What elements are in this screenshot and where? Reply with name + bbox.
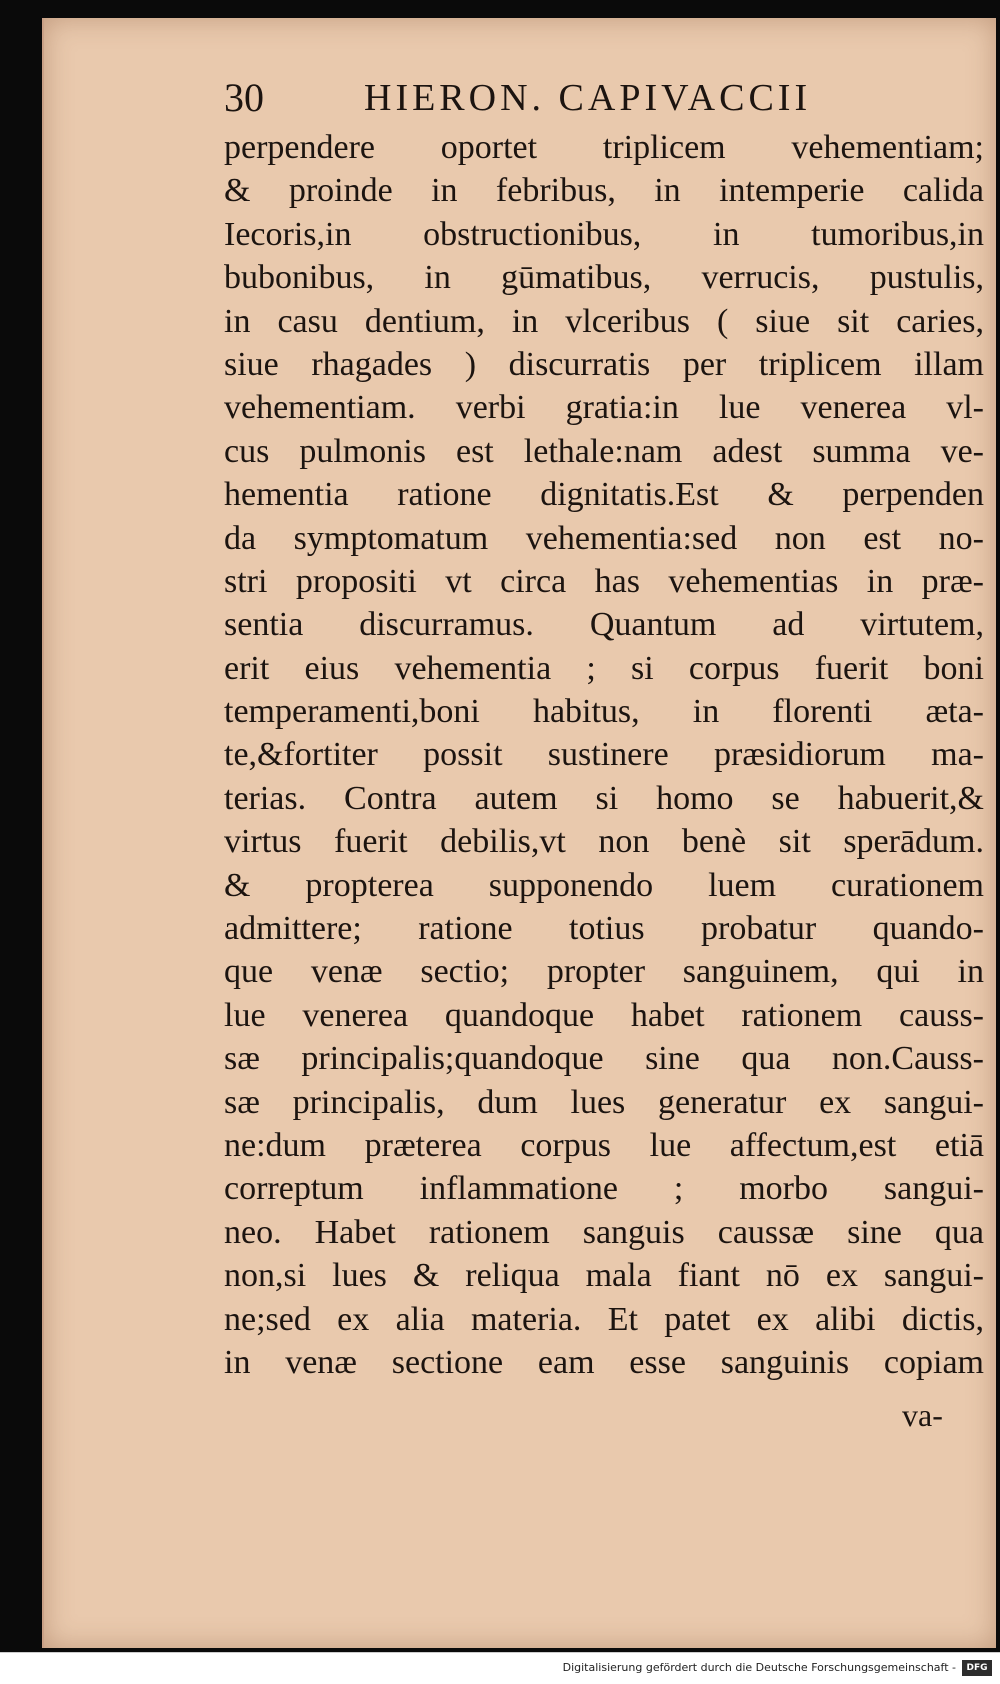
text-line: lue venerea quandoque habet rationem causs- bbox=[224, 996, 984, 1034]
text-line: correptum inflammatione ; morbo sangui- bbox=[224, 1170, 984, 1208]
text-line: bubonibus, in gūmatibus, verrucis, pustulis, bbox=[224, 259, 984, 297]
text-line: sæ principalis, dum lues generatur ex sangui- bbox=[224, 1083, 984, 1121]
catchword: va- bbox=[902, 1397, 943, 1433]
text-line: virtus fuerit debilis,vt non benè sit sperādum. bbox=[224, 823, 984, 861]
text-line: Iecoris,in obstructionibus, in tumoribus,in bbox=[224, 215, 984, 253]
text-line: temperamenti,boni habitus, in florenti æta- bbox=[224, 693, 984, 731]
text-line: in casu dentium, in vlceribus ( siue sit caries, bbox=[224, 302, 984, 340]
text-line: admittere; ratione totius probatur quando- bbox=[224, 910, 984, 948]
page-number: 30 bbox=[224, 75, 264, 120]
text-line: ne;sed ex alia materia. Et patet ex alibi dictis, bbox=[224, 1300, 984, 1338]
text-line: non,si lues & reliqua mala fiant nō ex sangui- bbox=[224, 1257, 984, 1295]
body-text bbox=[224, 126, 984, 1384]
text-line: & propterea supponendo luem curationem bbox=[224, 866, 984, 904]
text-line: & proinde in febribus, in intemperie calida bbox=[224, 172, 984, 210]
running-head: HIERON. CAPIVACCII bbox=[364, 77, 812, 119]
dfg-logo-icon: DFG bbox=[962, 1660, 992, 1676]
text-line: stri propositi vt circa has vehementias in præ- bbox=[224, 562, 984, 600]
text-line: sentia discurramus. Quantum ad virtutem, bbox=[224, 606, 984, 644]
text-line: in venæ sectione eam esse sanguinis copiam bbox=[224, 1343, 984, 1381]
text-line: que venæ sectio; propter sanguinem, qui in bbox=[224, 953, 984, 991]
text-line: hementia ratione dignitatis.Est & perpenden bbox=[224, 476, 984, 514]
text-line: terias. Contra autem si homo se habuerit,& bbox=[224, 779, 984, 817]
book-page bbox=[42, 18, 996, 1648]
text-line: sæ principalis;quandoque sine qua non.Causs- bbox=[224, 1040, 984, 1078]
text-line: neo. Habet rationem sanguis caussæ sine qua bbox=[224, 1213, 984, 1251]
text-line: cus pulmonis est lethale:nam adest summa ve- bbox=[224, 432, 984, 470]
text-line: vehementiam. verbi gratia:in lue venerea vl- bbox=[224, 389, 984, 427]
page-header bbox=[224, 68, 944, 128]
text-line: te,&fortiter possit sustinere præsidiorum ma- bbox=[224, 736, 984, 774]
digitization-footer bbox=[0, 1652, 1000, 1684]
text-line: perpendere oportet triplicem vehementiam; bbox=[224, 129, 984, 166]
text-line: erit eius vehementia ; si corpus fuerit boni bbox=[224, 649, 984, 687]
digitization-credit: Digitalisierung gefördert durch die Deutsche Forschungsgemeinschaft - bbox=[562, 1661, 956, 1674]
text-line: siue rhagades ) discurratis per triplicem illam bbox=[224, 345, 984, 383]
text-line: ne:dum præterea corpus lue affectum,est etiā bbox=[224, 1126, 984, 1164]
text-line: da symptomatum vehementia:sed non est no- bbox=[224, 519, 984, 557]
